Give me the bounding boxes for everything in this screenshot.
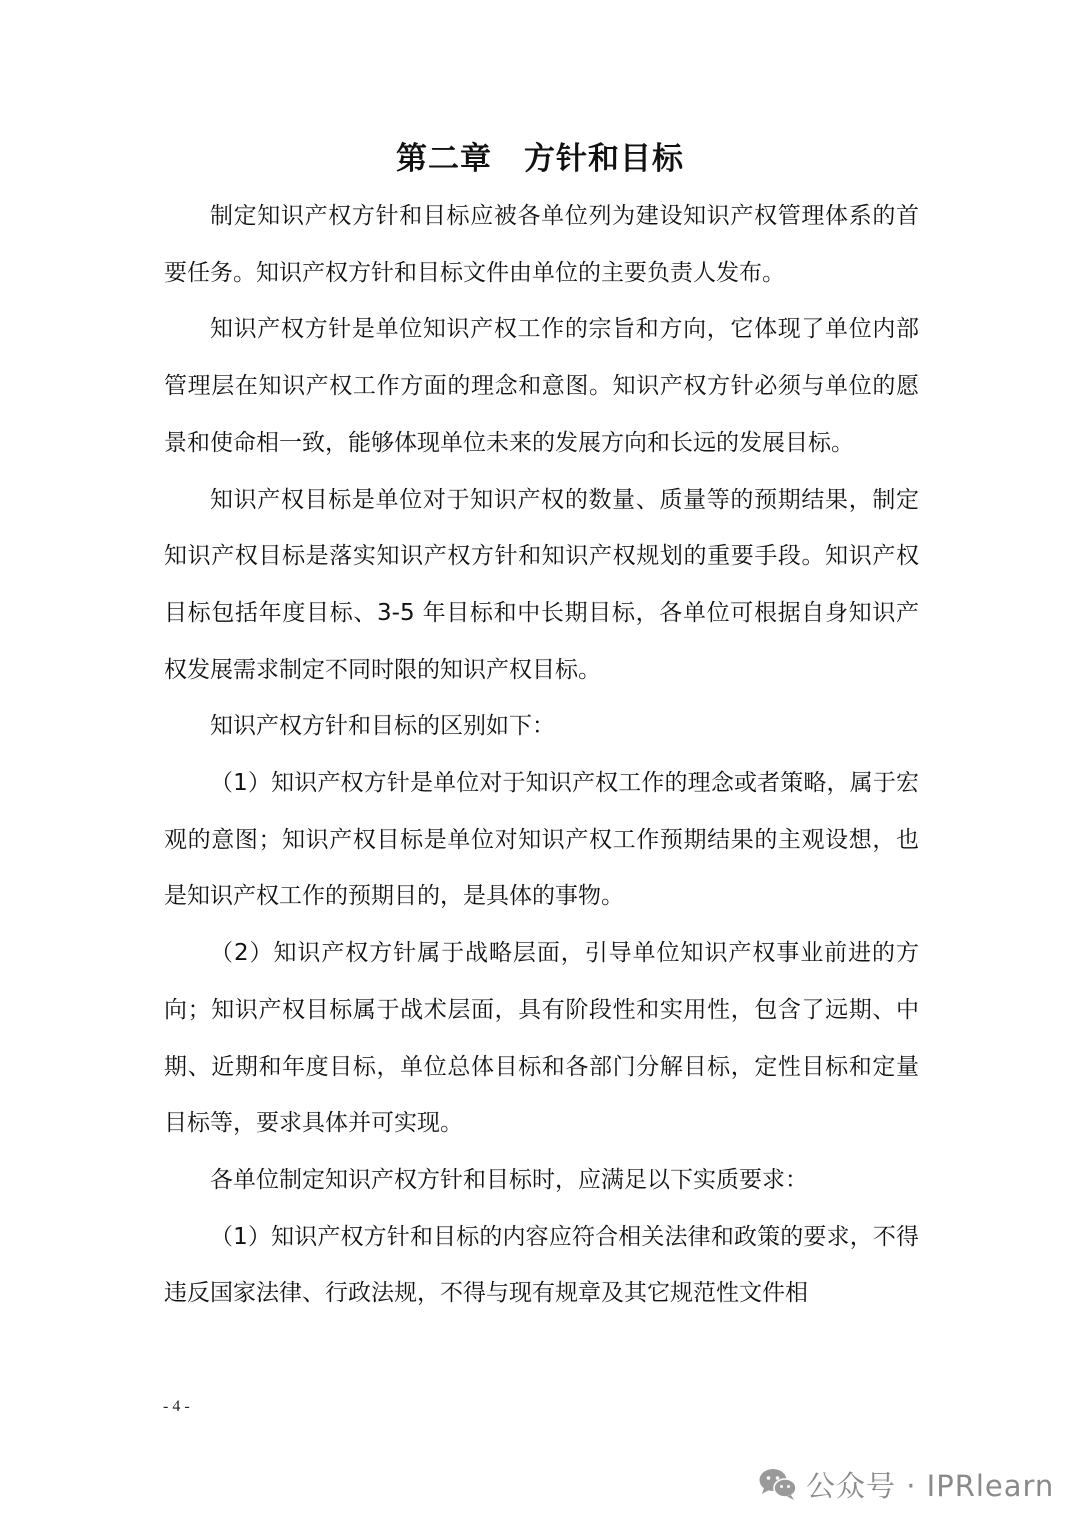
body-text bbox=[164, 188, 919, 1322]
page-number: - 4 - bbox=[163, 1398, 190, 1415]
wechat-icon bbox=[758, 1467, 798, 1501]
paragraph-policy-definition: 知识产权方针是单位知识产权工作的宗旨和方向，它体现了单位内部管理层在知识产权工作方面的理念和意图。知识产权方针必须与单位的愿景和使命相一致，能够体现单位未来的发展方向和长远的发展目标。 bbox=[164, 316, 919, 456]
chapter-title: 第二章 方针和目标 bbox=[396, 141, 684, 177]
watermark-text: 公众号 · IPRlearn bbox=[806, 1468, 1055, 1503]
paragraph-requirements-heading: 各单位制定知识产权方针和目标时，应满足以下实质要求： bbox=[210, 1166, 808, 1193]
watermark bbox=[758, 1460, 1054, 1508]
paragraph-difference-1: （1）知识产权方针是单位对于知识产权工作的理念或者策略，属于宏观的意图；知识产权目标是单位对知识产权工作预期结果的主观设想，也是知识产权工作的预期目的，是具体的事物。 bbox=[164, 770, 919, 910]
paragraph-requirement-1: （1）知识产权方针和目标的内容应符合相关法律和政策的要求，不得违反国家法律、行政法规，不得与现有规章及其它规范性文件相 bbox=[164, 1223, 919, 1307]
paragraph-difference-2: （2）知识产权方针属于战略层面，引导单位知识产权事业前进的方向；知识产权目标属于战术层面，具有阶段性和实用性，包含了远期、中期、近期和年度目标，单位总体目标和各部门分解目标，定性目标和定量目标等，要求具体并可实现。 bbox=[164, 940, 919, 1137]
paragraph-intro: 制定知识产权方针和目标应被各单位列为建设知识产权管理体系的首要任务。知识产权方针和目标文件由单位的主要负责人发布。 bbox=[164, 203, 919, 286]
paragraph-objective-definition: 知识产权目标是单位对于知识产权的数量、质量等的预期结果，制定知识产权目标是落实知识产权方针和知识产权规划的重要手段。知识产权目标包括年度目标、3-5 年目标和中长期目标，各单位可根据自身知识产权发展需求制定不同时限的知识产权目标。 bbox=[164, 486, 919, 683]
paragraph-difference-heading: 知识产权方针和目标的区别如下： bbox=[210, 713, 555, 740]
